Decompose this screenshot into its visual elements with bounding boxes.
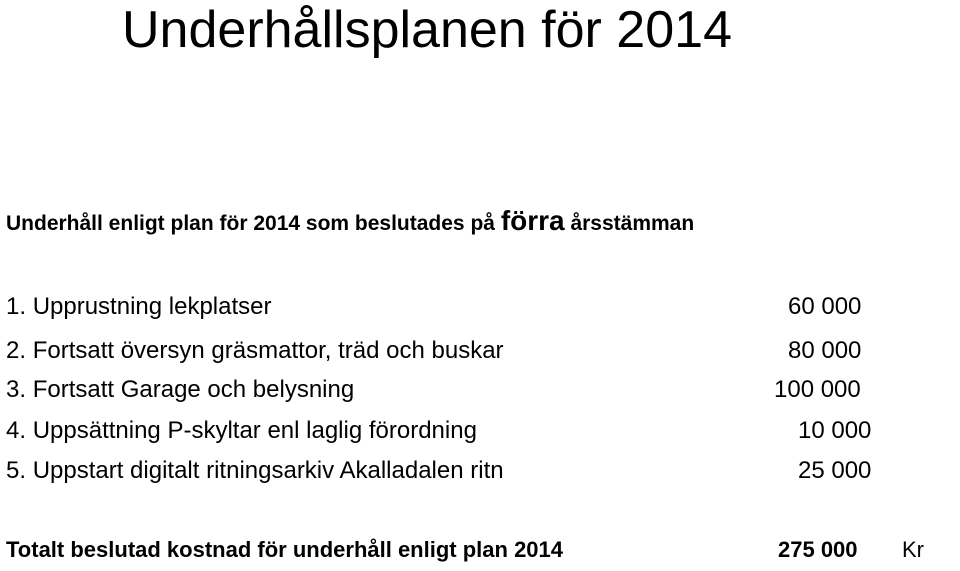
item-number: 4. <box>6 417 27 444</box>
item-text: Fortsatt översyn gräsmattor, träd och buskar <box>32 337 504 364</box>
item-number: 3. <box>6 376 27 403</box>
list-item <box>6 451 872 491</box>
item-amount: 100 000 <box>774 376 861 403</box>
page-title: Underhållsplanen för 2014 <box>122 1 732 59</box>
item-amount: 10 000 <box>798 417 872 444</box>
subtitle-emphasis: förra <box>500 205 565 236</box>
list-item <box>6 370 861 410</box>
list-item <box>6 411 872 451</box>
total-label: Totalt beslutad kostnad för underhåll enligt plan 2014 <box>6 537 564 562</box>
item-text: Fortsatt Garage och belysning <box>32 376 355 403</box>
item-text: Uppsättning P-skyltar enl laglig förordning <box>32 417 477 444</box>
item-number: 2. <box>6 337 27 364</box>
total-amount: 275 000 <box>778 537 858 562</box>
total-currency: Kr <box>902 537 924 562</box>
total-row <box>6 530 924 570</box>
item-text: Uppstart digitalt ritningsarkiv Akalladalen ritn <box>32 457 504 484</box>
item-amount: 60 000 <box>788 293 862 320</box>
item-number: 5. <box>6 457 27 484</box>
item-amount: 25 000 <box>798 457 872 484</box>
item-text: Upprustning lekplatser <box>32 293 272 320</box>
list-item <box>6 331 862 371</box>
subtitle <box>6 206 694 239</box>
list-item <box>6 287 862 327</box>
item-number: 1. <box>6 293 27 320</box>
item-amount: 80 000 <box>788 337 862 364</box>
subtitle-before: Underhåll enligt plan för 2014 som beslutades på <box>6 212 495 235</box>
subtitle-after: årsstämman <box>570 212 695 235</box>
